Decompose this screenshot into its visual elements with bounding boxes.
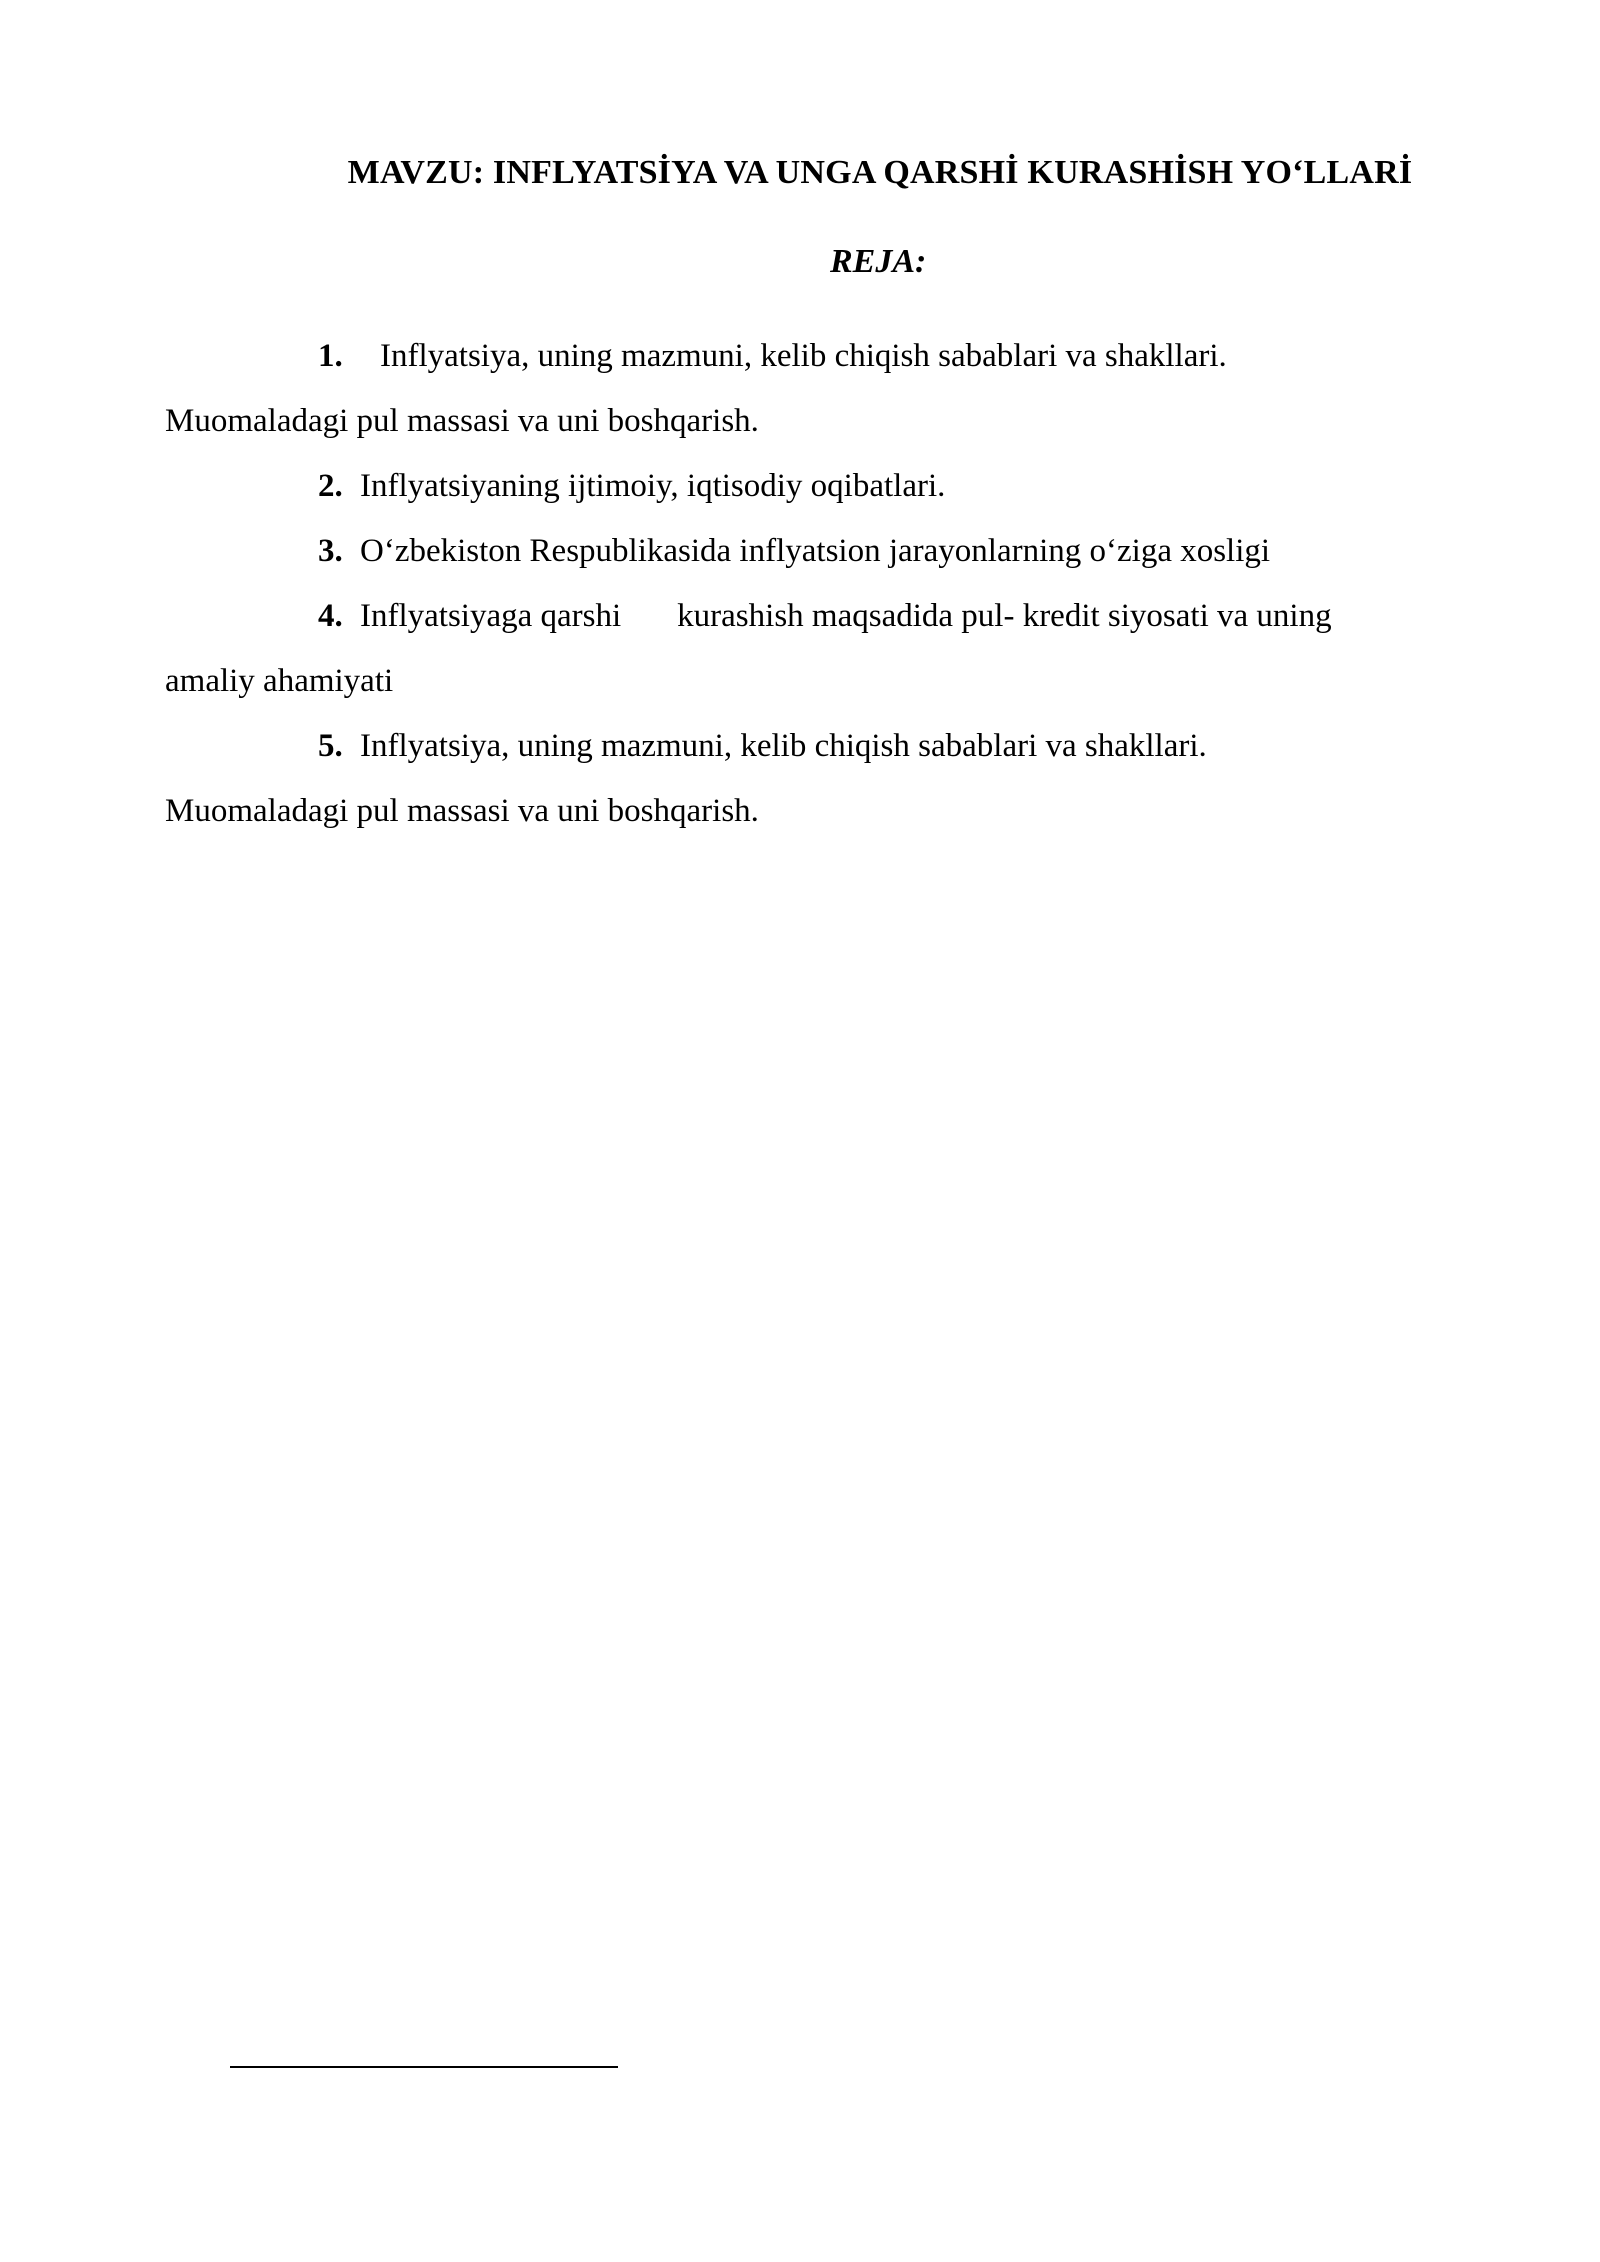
plan-item-4 [165,584,1485,714]
plan-item-number: 4. [318,598,343,634]
plan-item-text: Inflyatsiyaga qarshi [360,598,622,634]
plan-item-number: 3. [318,533,343,569]
plan-item-5 [165,714,1485,844]
plan-item-text: Inflyatsiyaning ijtimoiy, iqtisodiy oqibatlari. [360,468,946,504]
footnote-separator [230,2066,618,2068]
plan-item-text-continued: kurashish maqsadida pul- kredit siyosati va uning [677,598,1332,634]
plan-item-number: 5. [318,728,343,764]
plan-item-2 [165,454,1485,519]
plan-item-text: Inflyatsiya, uning mazmuni, kelib chiqish sabablari va shakllari. [360,728,1207,764]
plan-list [165,324,1485,844]
plan-item-number: 2. [318,468,343,504]
plan-item-1 [165,324,1485,454]
plan-item-3 [165,519,1485,584]
plan-item-continuation: amaliy ahamiyati [165,663,394,699]
page-title: MAVZU: INFLYATSİYA VA UNGA QARSHİ KURASHİSH YO‘LLARİ [347,154,1413,191]
plan-item-continuation: Muomaladagi pul massasi va uni boshqarish. [165,793,759,829]
plan-item-continuation: Muomaladagi pul massasi va uni boshqarish. [165,403,759,439]
plan-heading: REJA: [830,243,927,280]
plan-item-number: 1. [318,338,343,374]
plan-item-text: Inflyatsiya, uning mazmuni, kelib chiqish sabablari va shakllari. [380,338,1227,374]
plan-item-text: O‘zbekiston Respublikasida inflyatsion jarayonlarning o‘ziga xosligi [360,533,1271,569]
